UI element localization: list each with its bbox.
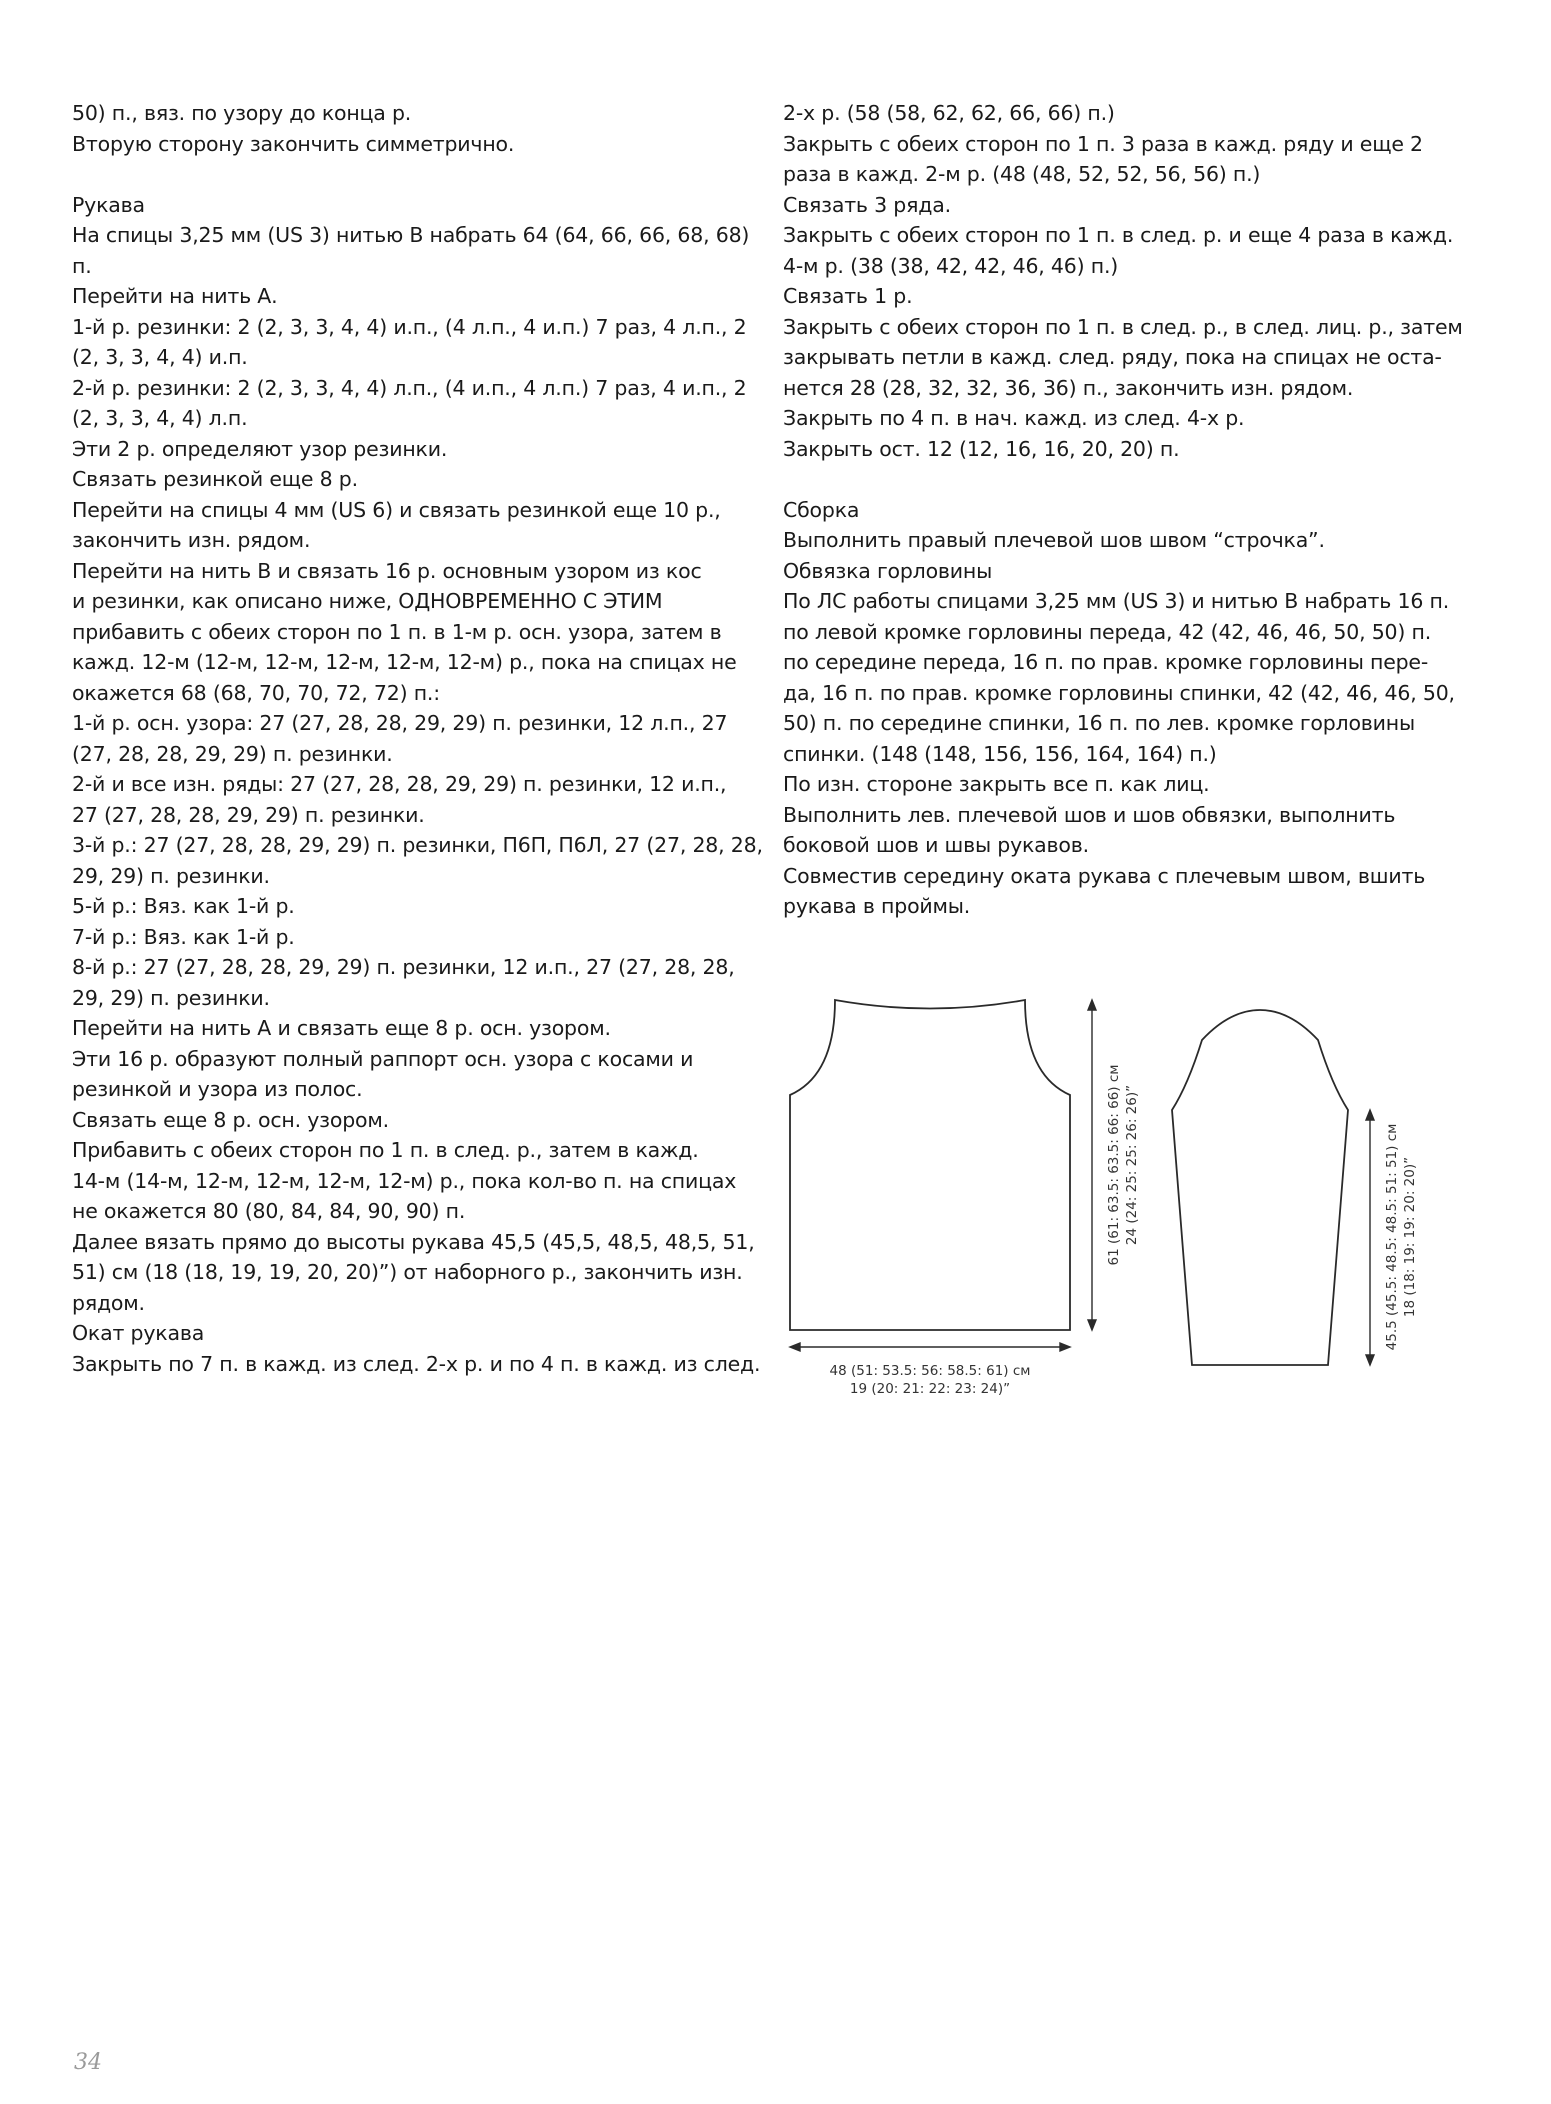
text-line: 3-й р.: 27 (27, 28, 28, 29, 29) п. резинки, П6П, П6Л, 27 (27, 28, 28, (72, 833, 763, 857)
text-line: Сборка (783, 497, 860, 522)
text-line: Эти 2 р. определяют узор резинки. (72, 436, 448, 461)
text-line: 50) п., вяз. по узору до конца р. (72, 101, 412, 125)
text-line: Связать 3 ряда. (783, 192, 951, 217)
sleeve-length-in: 18 (18: 19: 19: 20: 20)” (1402, 1156, 1418, 1318)
text-line: 29, 29) п. резинки. (72, 863, 270, 888)
text-line: Прибавить с обеих сторон по 1 п. в след. р., затем в кажд. (72, 1138, 699, 1162)
garment-schematics (770, 975, 1490, 1415)
text-line: 27 (27, 28, 28, 29, 29) п. резинки. (72, 802, 425, 827)
text-line: нется 28 (28, 32, 32, 36, 36) п., закончить изн. рядом. (783, 375, 1354, 400)
text-line: 2-й и все изн. ряды: 27 (27, 28, 28, 29, 29) п. резинки, 12 и.п., (72, 772, 727, 796)
text-line: Совместив середину оката рукава с плечевым швом, вшить (783, 863, 1426, 888)
text-line: По ЛС работы спицами 3,25 мм (US 3) и нитью В набрать 16 п. (783, 589, 1450, 613)
instructions-right-column (783, 98, 1483, 922)
text-line: По изн. стороне закрыть все п. как лиц. (783, 772, 1210, 796)
text-line: 1-й р. осн. узора: 27 (27, 28, 28, 29, 29) п. резинки, 12 л.п., 27 (72, 711, 728, 735)
text-line: по левой кромке горловины переда, 42 (42, 46, 46, 50, 50) п. (783, 619, 1432, 644)
text-line: Связать 1 р. (783, 284, 913, 308)
text-line: боковой шов и швы рукавов. (783, 833, 1089, 857)
instructions-left-column (72, 98, 762, 1379)
text-line: рукава в проймы. (783, 894, 971, 918)
paragraph-gap (72, 159, 762, 190)
text-line: Закрыть с обеих сторон по 1 п. в след. р. и еще 4 раза в кажд. (783, 223, 1454, 247)
text-line: Закрыть по 4 п. в нач. кажд. из след. 4-х р. (783, 406, 1245, 430)
text-line: раза в кажд. 2-м р. (48 (48, 52, 52, 56, 56) п.) (783, 162, 1261, 186)
text-line: (2, 3, 3, 4, 4) л.п. (72, 406, 248, 430)
text-line: Связать резинкой еще 8 р. (72, 467, 358, 491)
text-line: Перейти на нить А. (72, 284, 278, 308)
text-line: Эти 16 р. образуют полный раппорт осн. узора с косами и (72, 1046, 694, 1071)
text-line: 4-м р. (38 (38, 42, 42, 46, 46) п.) (783, 253, 1119, 278)
text-line: закончить изн. рядом. (72, 528, 311, 552)
text-line: Рукава (72, 192, 145, 217)
sleeve-length-arrow (1366, 1110, 1374, 1365)
body-length-cm: 61 (61: 63.5: 63.5: 66: 66) см (1106, 1064, 1122, 1266)
text-line: Перейти на нить В и связать 16 р. основным узором из кос (72, 558, 702, 583)
text-line: Выполнить лев. плечевой шов и шов обвязки, выполнить (783, 802, 1396, 827)
body-width-cm: 48 (51: 53.5: 56: 58.5: 61) см (829, 1363, 1031, 1379)
text-line: резинкой и узора из полос. (72, 1077, 363, 1101)
page-number: 34 (74, 2050, 102, 2075)
text-line: 14-м (14-м, 12-м, 12-м, 12-м, 12-м) р., пока кол-во п. на спицах (72, 1168, 737, 1193)
text-line: 1-й р. резинки: 2 (2, 3, 3, 4, 4) и.п., (4 л.п., 4 и.п.) 7 раз, 4 л.п., 2 (72, 314, 747, 339)
body-width-in: 19 (20: 21: 22: 23: 24)” (849, 1381, 1011, 1397)
text-line: Вторую сторону закончить симметрично. (72, 131, 515, 156)
text-line: рядом. (72, 1290, 145, 1315)
text-line: На спицы 3,25 мм (US 3) нитью В набрать 64 (64, 66, 66, 68, 68) (72, 223, 750, 247)
sleeve-piece-outline (1172, 1010, 1348, 1365)
text-line: окажется 68 (68, 70, 70, 72, 72) п.: (72, 680, 440, 705)
sleeve-length-cm: 45.5 (45.5: 48.5: 48.5: 51: 51) см (1384, 1123, 1400, 1351)
text-line: Окат рукава (72, 1321, 205, 1345)
text-line: (2, 3, 3, 4, 4) и.п. (72, 345, 248, 369)
body-length-in: 24 (24: 25: 25: 26: 26)” (1124, 1084, 1140, 1246)
text-line: да, 16 п. по прав. кромке горловины спинки, 42 (42, 46, 46, 50, (783, 680, 1455, 705)
text-line: 7-й р.: Вяз. как 1-й р. (72, 924, 295, 949)
text-line: Перейти на спицы 4 мм (US 6) и связать резинкой еще 10 р., (72, 497, 721, 522)
text-line: Обвязка горловины (783, 558, 993, 583)
text-line: 8-й р.: 27 (27, 28, 28, 29, 29) п. резинки, 12 и.п., 27 (27, 28, 28, (72, 955, 735, 979)
text-line: (27, 28, 28, 29, 29) п. резинки. (72, 741, 393, 766)
text-line: по середине переда, 16 п. по прав. кромке горловины пере- (783, 650, 1429, 674)
text-line: спинки. (148 (148, 156, 156, 164, 164) п.) (783, 741, 1217, 766)
text-line: Закрыть с обеих сторон по 1 п. 3 раза в кажд. ряду и еще 2 (783, 131, 1423, 156)
text-line: Закрыть по 7 п. в кажд. из след. 2-х р. и по 4 п. в кажд. из след. (72, 1351, 761, 1376)
text-line: Связать еще 8 р. осн. узором. (72, 1107, 389, 1132)
text-line: 2-й р. резинки: 2 (2, 3, 3, 4, 4) л.п., (4 и.п., 4 л.п.) 7 раз, 4 и.п., 2 (72, 375, 747, 400)
text-line: закрывать петли в кажд. след. ряду, пока на спицах не оста- (783, 345, 1442, 369)
text-line: прибавить с обеих сторон по 1 п. в 1-м р. осн. узора, затем в (72, 619, 722, 644)
body-width-arrow (790, 1343, 1070, 1351)
text-line: Далее вязать прямо до высоты рукава 45,5 (45,5, 48,5, 48,5, 51, (72, 1229, 755, 1254)
text-line: не окажется 80 (80, 84, 84, 90, 90) п. (72, 1199, 466, 1223)
body-length-arrow (1088, 1000, 1096, 1330)
text-line: кажд. 12-м (12-м, 12-м, 12-м, 12-м, 12-м) р., пока на спицах не (72, 650, 737, 674)
text-line: 29, 29) п. резинки. (72, 985, 270, 1010)
text-line: п. (72, 253, 92, 278)
body-piece-outline (790, 1000, 1070, 1330)
text-line: 2-х р. (58 (58, 62, 62, 66, 66) п.) (783, 101, 1115, 125)
text-line: Закрыть ост. 12 (12, 16, 16, 20, 20) п. (783, 436, 1180, 461)
text-line: 50) п. по середине спинки, 16 п. по лев. кромке горловины (783, 711, 1415, 735)
text-line: и резинки, как описано ниже, ОДНОВРЕМЕННО С ЭТИМ (72, 589, 663, 613)
text-line: 5-й р.: Вяз. как 1-й р. (72, 894, 295, 918)
text-line: 51) см (18 (18, 19, 19, 20, 20)”) от наборного р., закончить изн. (72, 1260, 743, 1284)
paragraph-gap (783, 464, 1483, 495)
text-line: Выполнить правый плечевой шов швом “строчка”. (783, 528, 1325, 552)
text-line: Перейти на нить А и связать еще 8 р. осн. узором. (72, 1016, 611, 1040)
text-line: Закрыть с обеих сторон по 1 п. в след. р., в след. лиц. р., затем (783, 314, 1463, 339)
